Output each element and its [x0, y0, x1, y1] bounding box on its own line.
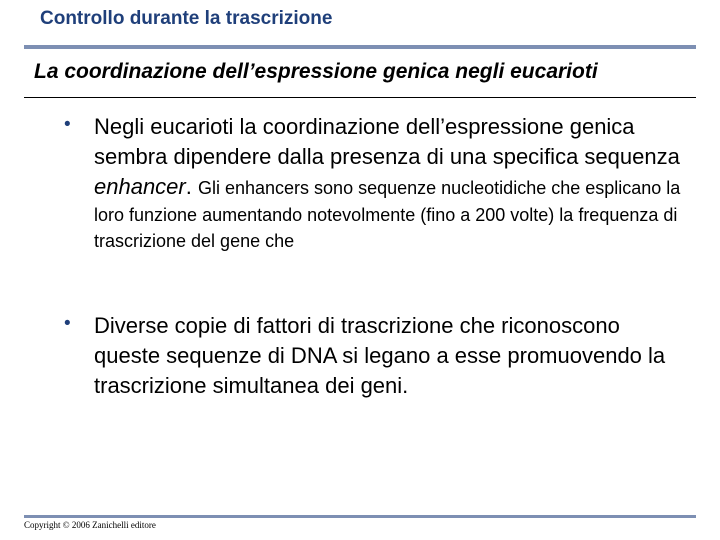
- bullet-text-2: Diverse copie di fattori di trascrizione che riconoscono queste sequenze di DNA si legano a esse promuovendo la trascrizione simultanea dei geni.: [94, 313, 666, 398]
- bullet-marker: •: [64, 313, 71, 334]
- footer-divider: [24, 515, 696, 518]
- bullet-text-detail: Gli enhancers sono sequenze nucleotidiche che esplicano la loro funzione aumentando notevolmente (fino a 200 volte) la frequenza di trascrizione del gene che: [94, 178, 681, 251]
- bullet-text-period: .: [185, 174, 198, 199]
- bullet-marker: •: [64, 114, 71, 135]
- bullet-text-1: [94, 112, 684, 254]
- bullet-item-2: [64, 311, 684, 401]
- bullet-item-1: [64, 112, 684, 254]
- slide-subtitle: La coordinazione dell’espressione genica negli eucarioti: [34, 60, 598, 83]
- subtitle-divider: [24, 97, 696, 98]
- enhancer-emphasis: enhancer: [94, 174, 186, 199]
- slide-title: Controllo durante la trascrizione: [40, 8, 333, 29]
- copyright-notice: Copyright © 2006 Zanichelli editore: [24, 520, 156, 530]
- bullet-text-main: Negli eucarioti la coordinazione dell’espressione genica sembra dipendere dalla presenza di una specifica sequenza: [94, 114, 680, 169]
- title-divider: [24, 45, 696, 49]
